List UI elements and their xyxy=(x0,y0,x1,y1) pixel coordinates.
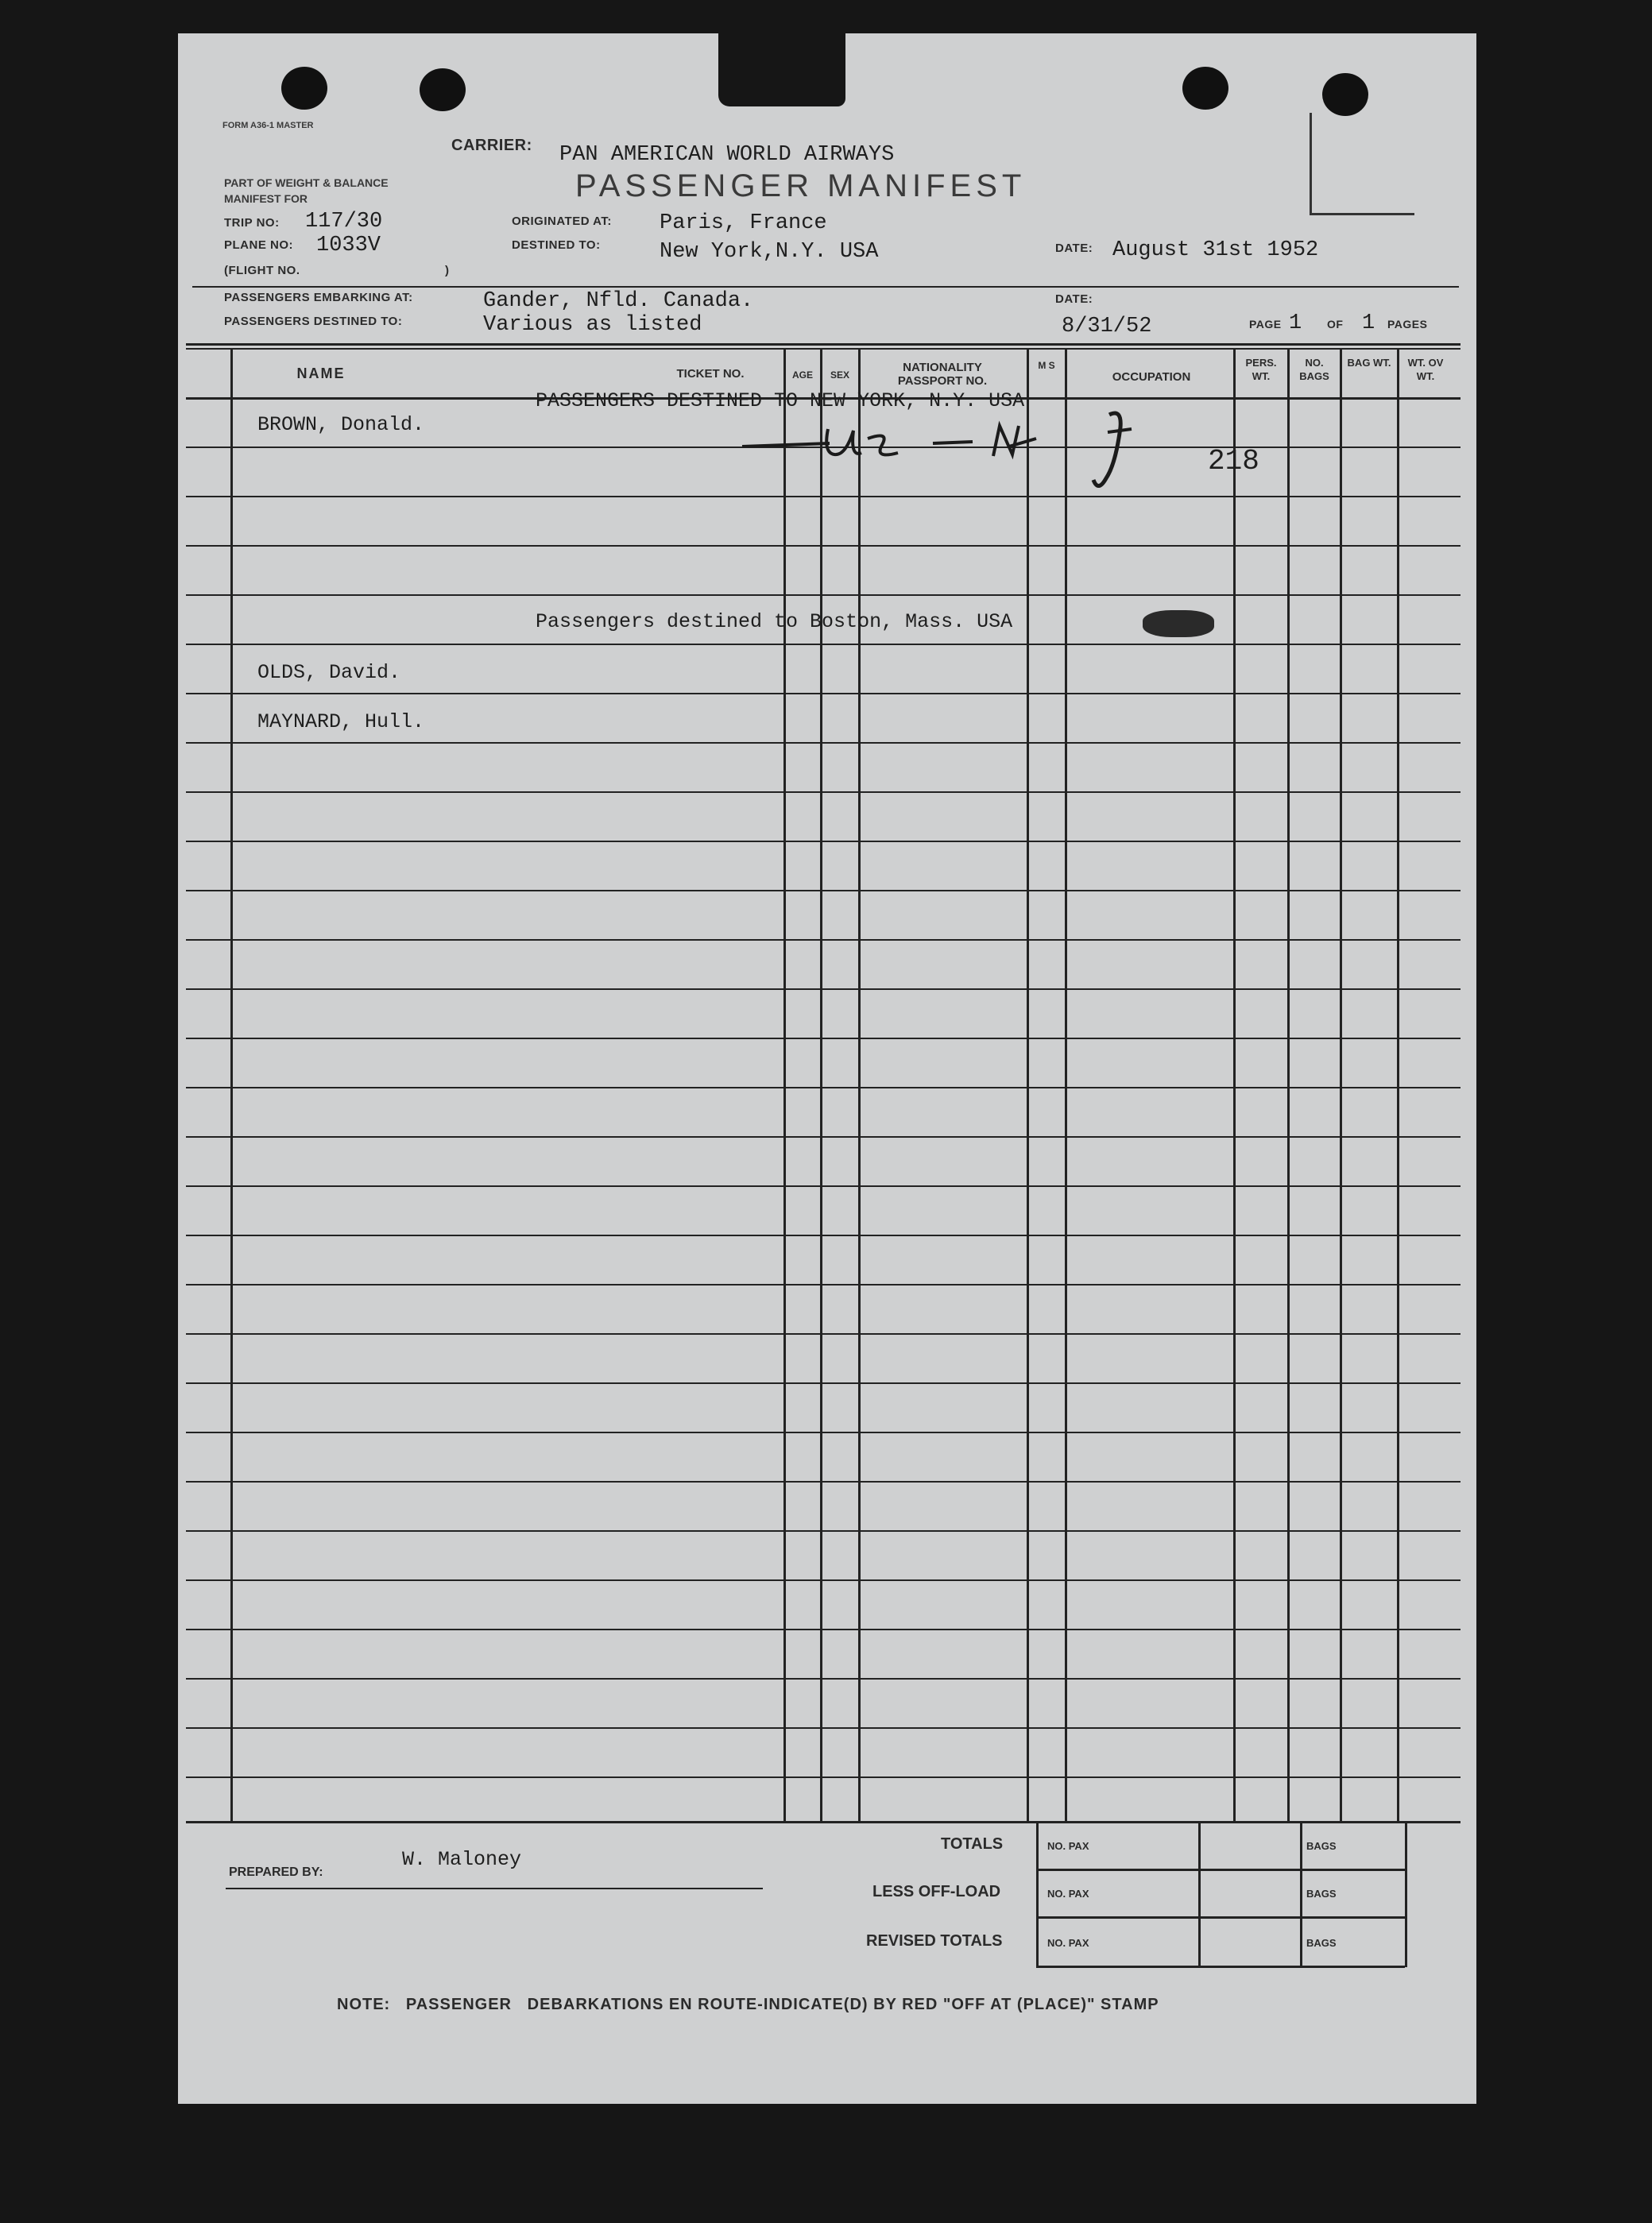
date2-label: DATE: xyxy=(1055,292,1093,306)
manifest-for-label: MANIFEST FOR xyxy=(224,192,308,205)
pass-destined-label: PASSENGERS DESTINED TO: xyxy=(224,315,403,328)
table-row-rule xyxy=(186,939,1460,941)
revised-totals-label: REVISED TOTALS xyxy=(866,1932,1003,1950)
table-row-rule xyxy=(186,1678,1460,1680)
col-header-nationality: NATIONALITY PASSPORT NO. xyxy=(897,361,988,388)
ink-smudge xyxy=(1143,610,1214,637)
col-line xyxy=(1340,350,1342,1823)
page-label: PAGE xyxy=(1249,318,1282,331)
no-pax-label: NO. PAX xyxy=(1047,1840,1089,1852)
table-row-rule xyxy=(186,693,1460,694)
destined-label: DESTINED TO: xyxy=(512,238,601,252)
table-row-rule xyxy=(186,1284,1460,1285)
table-top-rule xyxy=(186,343,1460,346)
form-code: FORM A36-1 MASTER xyxy=(222,121,314,130)
carrier-value: PAN AMERICAN WORLD AIRWAYS xyxy=(559,143,895,167)
table-row-rule xyxy=(186,1432,1460,1433)
pass-destined-value: Various as listed xyxy=(483,313,702,337)
col-header-ov-wt: WT. OV WT. xyxy=(1407,357,1444,382)
manifest-paper xyxy=(178,33,1476,2104)
prepared-by-value: W. Maloney xyxy=(402,1848,522,1871)
table-row-rule xyxy=(186,1136,1460,1138)
table-row-rule xyxy=(186,1776,1460,1778)
plane-label: PLANE NO: xyxy=(224,238,293,252)
totals-line xyxy=(1198,1821,1201,1967)
table-row-rule xyxy=(186,1185,1460,1187)
carrier-label: CARRIER: xyxy=(451,137,532,154)
table-row-rule xyxy=(186,1481,1460,1483)
col-line xyxy=(820,350,822,1823)
totals-line xyxy=(1405,1821,1407,1967)
table-top-rule xyxy=(186,348,1460,350)
flight-label: (FLIGHT NO. xyxy=(224,264,300,277)
bags-label: BAGS xyxy=(1306,1888,1337,1900)
totals-rule xyxy=(1036,1966,1405,1968)
punch-hole xyxy=(1182,67,1228,110)
col-line xyxy=(1065,350,1067,1823)
table-row-rule xyxy=(186,890,1460,891)
col-line xyxy=(783,350,786,1823)
bags-label: BAGS xyxy=(1306,1937,1337,1949)
footer-note: NOTE: PASSENGER DEBARKATIONS EN ROUTE-INDICATE(D) BY RED "OFF AT (PLACE)" STAMP xyxy=(337,1996,1159,2013)
no-pax-label: NO. PAX xyxy=(1047,1888,1089,1900)
table-row-rule xyxy=(186,791,1460,793)
punch-hole xyxy=(281,67,327,110)
col-header-bag-wt: BAG WT. xyxy=(1347,357,1391,369)
col-line xyxy=(230,350,233,1823)
date-label: DATE: xyxy=(1055,242,1093,255)
col-line xyxy=(1027,350,1029,1823)
prepared-label: PREPARED BY: xyxy=(229,1865,323,1879)
part-of-label: PART OF WEIGHT & BALANCE xyxy=(224,176,389,189)
col-header-occupation: OCCUPATION xyxy=(1112,370,1191,384)
col-header-sex: SEX xyxy=(830,369,849,381)
passenger-name: MAYNARD, Hull. xyxy=(257,710,425,733)
table-row-rule xyxy=(186,1727,1460,1729)
col-header-no-bags: NO. BAGS xyxy=(1299,357,1329,382)
pages-label: PAGES xyxy=(1387,318,1428,331)
table-row-rule xyxy=(186,1235,1460,1236)
totals-label: TOTALS xyxy=(941,1835,1004,1853)
originated-label: ORIGINATED AT: xyxy=(512,215,612,228)
of-label: OF xyxy=(1327,318,1344,331)
table-row-rule xyxy=(186,1333,1460,1335)
form-title: PASSENGER MANIFEST xyxy=(575,168,1027,203)
corner-box xyxy=(1310,113,1312,215)
totals-rule xyxy=(1036,1869,1405,1871)
bags-label: BAGS xyxy=(1306,1840,1337,1852)
col-header-name: NAME xyxy=(296,365,346,381)
table-row-rule xyxy=(186,1038,1460,1039)
less-offload-label: LESS OFF-LOAD xyxy=(872,1883,1001,1900)
passenger-name: OLDS, David. xyxy=(257,661,401,684)
date2-value: 8/31/52 xyxy=(1062,315,1152,338)
trip-value: 117/30 xyxy=(305,210,383,234)
col-line xyxy=(1397,350,1399,1823)
totals-line xyxy=(1300,1821,1302,1967)
originated-value: Paris, France xyxy=(660,211,827,235)
table-row-rule xyxy=(186,1382,1460,1384)
corner-box xyxy=(1310,213,1414,215)
table-row-rule xyxy=(186,1530,1460,1532)
col-line xyxy=(1287,350,1290,1823)
embarking-label: PASSENGERS EMBARKING AT: xyxy=(224,291,413,304)
passenger-name: BROWN, Donald. xyxy=(257,413,425,436)
col-header-ms: M S xyxy=(1038,360,1055,371)
punch-hole xyxy=(420,68,466,111)
col-line xyxy=(858,350,861,1823)
trip-label: TRIP NO: xyxy=(224,216,280,230)
col-line xyxy=(1233,350,1236,1823)
totals-line xyxy=(1036,1821,1039,1967)
table-row-rule xyxy=(186,1087,1460,1088)
table-row-rule xyxy=(186,1579,1460,1581)
header-rule xyxy=(192,286,1459,288)
table-row-rule xyxy=(186,988,1460,990)
col-header-pers-wt: PERS. WT. xyxy=(1245,357,1277,382)
destined-value: New York,N.Y. USA xyxy=(660,240,879,264)
section-heading-boston: Passengers destined to Boston, Mass. USA xyxy=(536,610,1013,633)
date-value: August 31st 1952 xyxy=(1112,238,1319,262)
of-value: 1 xyxy=(1362,311,1375,335)
table-row-rule xyxy=(186,1629,1460,1630)
torn-corner xyxy=(718,33,845,106)
pers-wt-value: 218 xyxy=(1208,445,1259,477)
flight-close: ) xyxy=(445,264,450,277)
col-header-ticket: TICKET NO. xyxy=(676,367,745,381)
plane-value: 1033V xyxy=(316,234,381,257)
table-row-rule xyxy=(186,742,1460,744)
col-header-age: AGE xyxy=(791,369,813,381)
section-heading-new-york: PASSENGERS DESTINED TO NEW YORK, N.Y. USA xyxy=(536,389,1025,412)
punch-hole xyxy=(1322,73,1368,116)
totals-rule xyxy=(1036,1916,1405,1919)
table-row-rule xyxy=(186,841,1460,842)
embarking-value: Gander, Nfld. Canada. xyxy=(483,289,754,313)
no-pax-label: NO. PAX xyxy=(1047,1937,1089,1949)
table-row-rule xyxy=(186,594,1460,596)
totals-rule xyxy=(1036,1821,1405,1823)
table-row-rule xyxy=(186,644,1460,645)
table-row-rule xyxy=(186,545,1460,547)
page-value: 1 xyxy=(1289,311,1302,335)
prepared-line xyxy=(226,1888,763,1889)
